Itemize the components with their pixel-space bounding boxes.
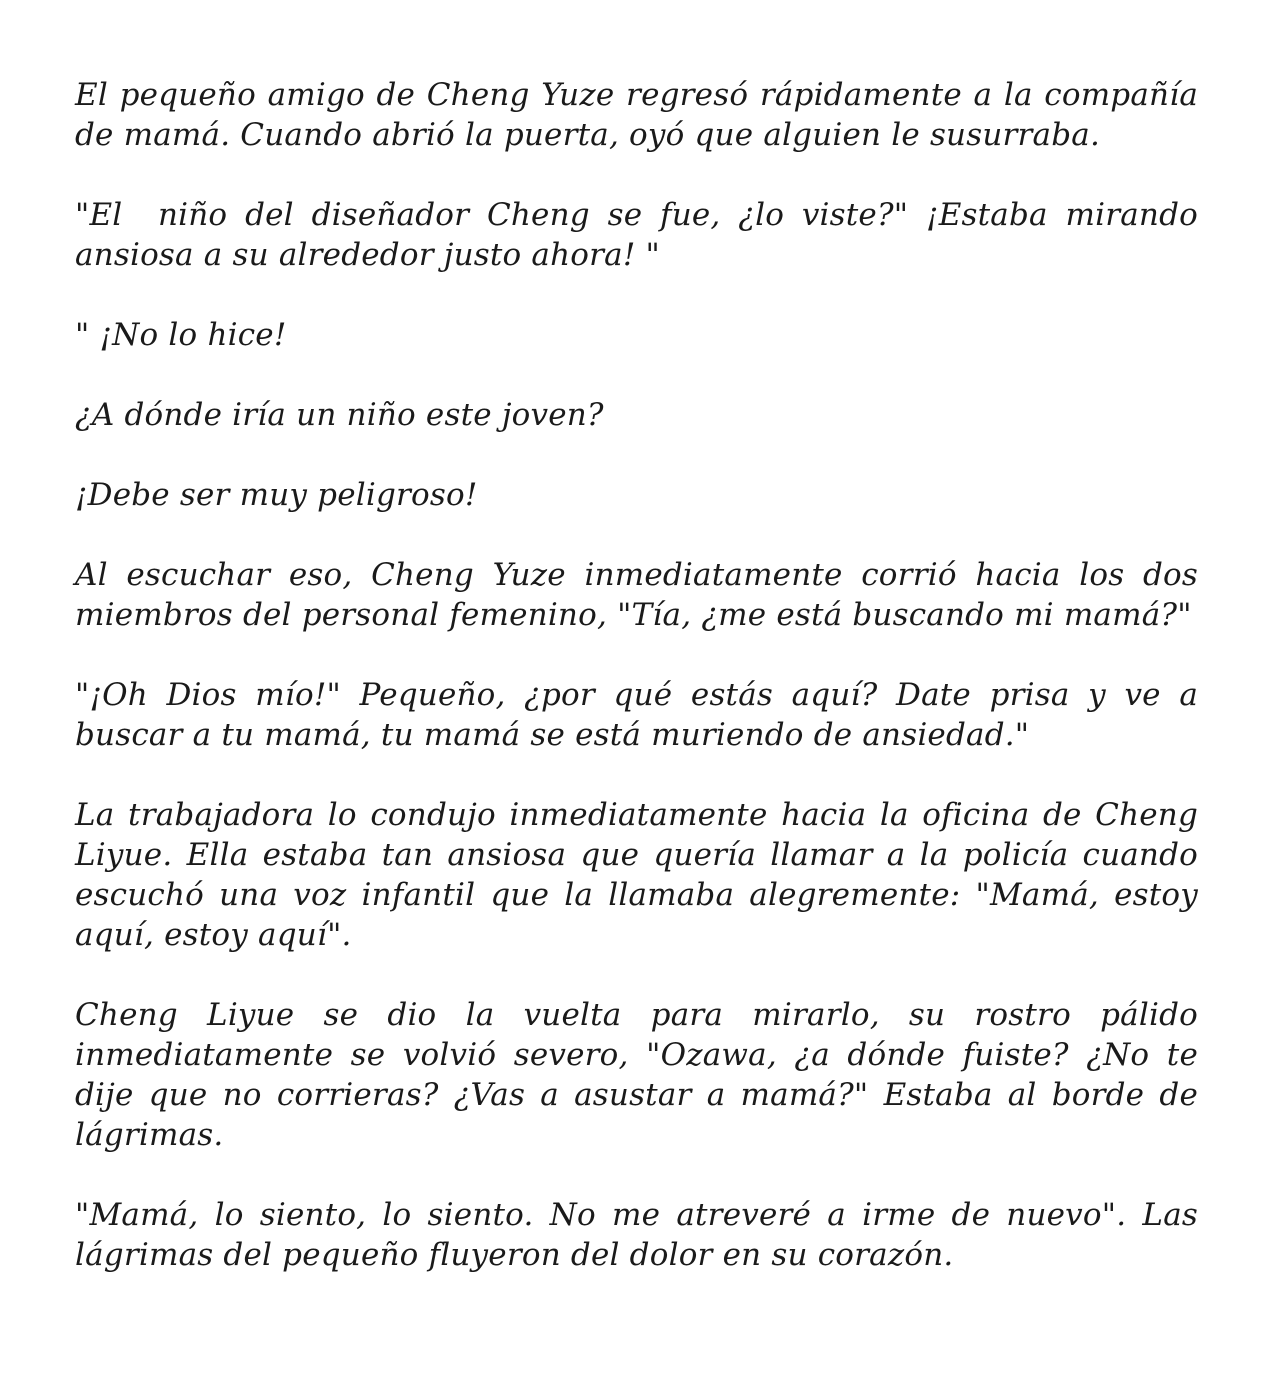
paragraph: ¡Debe ser muy peligroso! (75, 477, 478, 513)
paragraph: "Mamá, lo siento, lo siento. No me atreveré a irme de nuevo". Las lágrimas del pequeño fluyeron del dolor en su corazón. (75, 1197, 1209, 1273)
paragraph: " ¡No lo hice! (75, 317, 287, 353)
paragraph: Al escuchar eso, Cheng Yuze inmediatamente corrió hacia los dos miembros del personal femenino, "Tía, ¿me está buscando mi mamá?" (75, 557, 1209, 633)
paragraph: Cheng Liyue se dio la vuelta para mirarlo, su rostro pálido inmediatamente se volvió severo, "Ozawa, ¿a dónde fuiste? ¿No te dije que no corrieras? ¿Vas a asustar a mamá?" Estaba al borde de lágrimas. (75, 997, 1209, 1153)
paragraph: El pequeño amigo de Cheng Yuze regresó rápidamente a la compañía de mamá. Cuando abrió la puerta, oyó que alguien le susurraba. (75, 77, 1209, 153)
paragraph: "¡Oh Dios mío!" Pequeño, ¿por qué estás aquí? Date prisa y ve a buscar a tu mamá, tu mamá se está muriendo de ansiedad." (75, 677, 1209, 753)
paragraph: "El niño del diseñador Cheng se fue, ¿lo viste?" ¡Estaba mirando ansiosa a su alrededor justo ahora! " (75, 197, 1209, 273)
paragraph: ¿A dónde iría un niño este joven? (75, 397, 604, 433)
paragraph: La trabajadora lo condujo inmediatamente hacia la oficina de Cheng Liyue. Ella estaba tan ansiosa que quería llamar a la policía cuando escuchó una voz infantil que la llamaba alegremente: "Mamá, estoy aquí, estoy aquí". (75, 797, 1209, 953)
document-page (75, 75, 1209, 1275)
